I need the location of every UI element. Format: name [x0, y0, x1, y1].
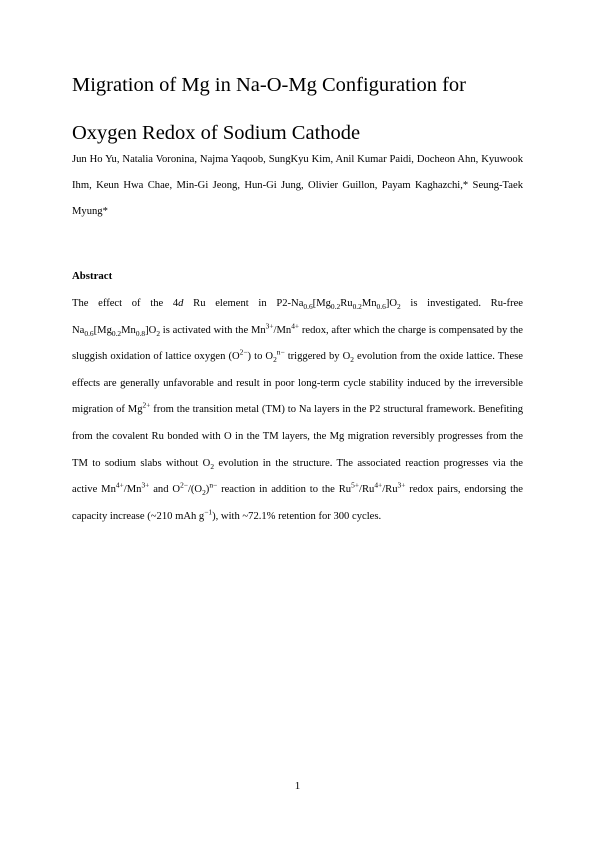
title-line-1: Migration of Mg in Na-O-Mg Configuration for	[72, 74, 466, 96]
abstract-text: Mn	[121, 324, 136, 336]
abstract-text: /Mn	[273, 324, 292, 336]
subscript: 2	[350, 355, 354, 365]
abstract-text: evolution in the structure. The associated reaction progresses via the active Mn	[72, 457, 523, 496]
author-list: Jun Ho Yu, Natalia Voronina, Najma Yaqoob, SungKyu Kim, Anil Kumar Paidi, Docheon Ahn, Kyuwook Ihm, Keun Hwa Chae, Min-Gi Jeong, Hun-Gi Jung, Olivier Guillon, Payam Kaghazchi,* Seung-Taek Myung*	[72, 154, 523, 217]
superscript: n−	[276, 347, 285, 357]
subscript: 2	[273, 355, 277, 365]
abstract-text: Ru element in P2-Na	[183, 298, 304, 309]
superscript: 3+	[397, 480, 406, 490]
abstract-text: /(O	[187, 484, 203, 496]
abstract-text: /Ru	[359, 484, 375, 496]
abstract-text: ]O	[145, 324, 157, 336]
subscript: 0.2	[111, 328, 122, 338]
abstract-text: )	[205, 484, 210, 496]
abstract-text: ), with ~72.1% retention for 300 cycles.	[212, 510, 382, 522]
subscript: 2	[202, 488, 206, 498]
abstract-text: [Mg	[93, 324, 112, 336]
subscript: 0.8	[135, 328, 146, 338]
superscript: 2−	[180, 480, 188, 490]
abstract-text: The effect of the 4	[72, 298, 179, 309]
abstract-body	[72, 291, 523, 530]
abstract-text: redox, after which the charge is compensated by the sluggish oxidation of lattice oxygen (O	[72, 324, 523, 363]
abstract-heading: Abstract	[72, 270, 113, 282]
superscript: 2−	[239, 347, 248, 357]
subscript: 0.6	[303, 302, 313, 312]
subscript: 0.6	[84, 328, 94, 338]
abstract-text: ) to O	[247, 351, 274, 363]
abstract-text: redox pairs, endorsing the capacity increase (~210 mAh g	[72, 484, 524, 522]
abstract-text: /Ru	[382, 484, 398, 496]
page-number: 1	[294, 780, 301, 792]
abstract-text: and O	[149, 484, 181, 496]
subscript: 2	[210, 461, 215, 471]
abstract-text: /Mn	[123, 484, 142, 496]
superscript: 4+	[291, 321, 300, 331]
subscript: 0.2	[352, 302, 362, 312]
abstract-text: [Mg	[312, 298, 331, 309]
subscript: 2	[156, 328, 161, 338]
abstract-text: from the transition metal (TM) to Na layers in the P2 structural framework. Benefiting from the covalent Ru bonded with O in the TM layers, the Mg migration reversibly progresses from the TM to sodium slabs without O	[72, 404, 523, 469]
superscript: 4+	[115, 480, 124, 490]
subscript: 2	[397, 302, 401, 312]
abstract-text: is investigated. Ru-free Na	[72, 298, 524, 336]
superscript: 3+	[265, 321, 274, 331]
superscript: 3+	[141, 480, 150, 490]
subscript: 0.2	[330, 302, 341, 312]
superscript: n−	[209, 480, 218, 490]
superscript: −1	[204, 507, 213, 517]
superscript: 2+	[142, 400, 151, 410]
abstract-italic: d	[178, 298, 184, 309]
title-line-2: Oxygen Redox of Sodium Cathode	[72, 122, 361, 144]
superscript: 4+	[374, 480, 383, 490]
abstract-text: ]O	[385, 298, 397, 309]
superscript: 5+	[351, 480, 359, 490]
abstract-text: reaction in addition to the Ru	[217, 484, 352, 496]
abstract-text: Ru	[340, 298, 353, 309]
abstract-text: evolution from the oxide lattice. These effects are generally unfavorable and result in poor long-term cycle stability induced by the irreversible migration of Mg	[72, 351, 523, 416]
abstract-text: triggered by O	[284, 351, 351, 363]
subscript: 0.6	[376, 302, 386, 312]
abstract-text: is activated with the Mn	[160, 324, 266, 336]
abstract-text: Mn	[361, 298, 377, 309]
